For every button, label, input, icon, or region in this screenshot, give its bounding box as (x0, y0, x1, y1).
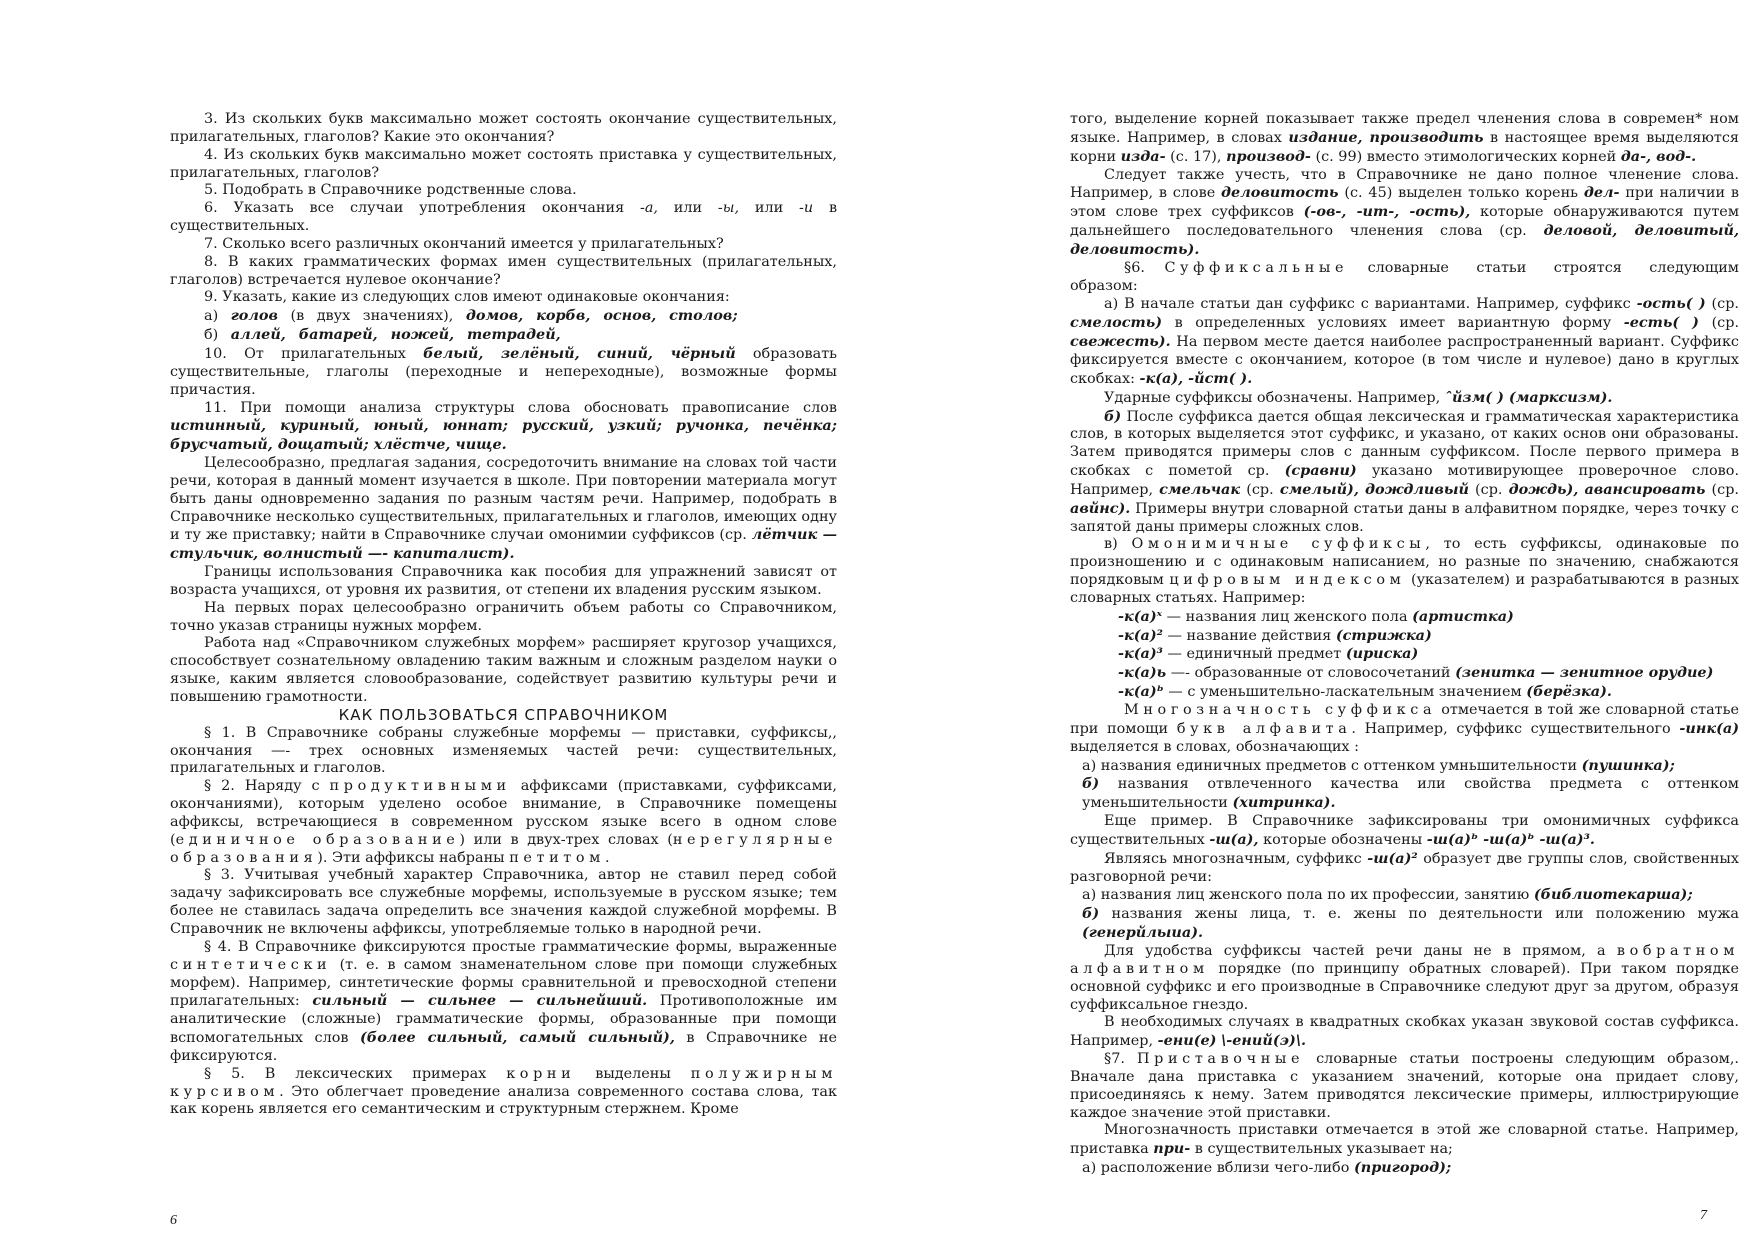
suffix-list-item: -к(а)ь —- образованные от словосочетаний (зенитка — зенитное орудие) (1118, 664, 1714, 682)
paragraph: Еще пример. В Справочнике зафиксированы три омонимичных суффикса существительных -ш(а), которые обозначены -ш(а)ᵇ -ш(а)ᵇ -ш(а)³. (1070, 813, 1739, 848)
paragraph: а) В начале статьи дан суффикс с вариантами. Например, суффикс -ость( ) (ср. смелость) в определенных условиях имеет вариантную форму -есть( ) (ср. свежесть). На первом месте дается наиболее распространенный вариант. Суффикс фиксируется вместе с окончанием, которое (в том числе и нулевое) дано в круглых скобках: -к(а), -йст( ). (1070, 295, 1740, 387)
question: 7. Сколько всего различных окончаний имеется у прилагательных? (204, 235, 724, 252)
question: 6. Указать все случаи употребления окончания -а, или -ы, или -и в существительных. (170, 200, 838, 235)
paragraph: § 3. Учитывая учебный характер Справочника, автор не ставил перед собой задачу зафиксировать все служебные морфемы, используемые в русском языке; тем более не ставилась задача определить все значения каждой служебной морфемы. В Справочник не включены аффиксы, употребляемые только в народной речи. (170, 867, 837, 937)
paragraph: Многозначность приставки отмечается в этой же словарной статье. Например, приставка при- в существительных указывает на; (1070, 1122, 1739, 1158)
paragraph: Следует также учесть, что в Справочнике не дано полное членение слова. Например, в слове деловитость (с. 45) выделен только корень дел- при наличии в этом слове трех суффиксов (-ов-, -ит-, -ость), которые обнаруживаются путем дальнейшего последовательного членения слова (ср. деловой, деловитый, деловитость). (1070, 166, 1740, 258)
paragraph: Являясь многозначным, суффикс -ш(а)² образует две группы слов, свойственных разговорной речи: (1070, 849, 1740, 885)
question-item: а) голов (в двух значениях), домов, корбв, основ, столов; (204, 307, 738, 325)
question: 3. Из скольких букв максимально может состоять окончание существительных, прилагательных, глаголов? Какие это окончания? (170, 111, 837, 145)
paragraph: Целесообразно, предлагая задания, сосредоточить внимание на словах той части речи, которая в данный момент изучается в школе. При повторении материала могут быть даны одновременно задания по разным частям речи. Например, подобрать в Справочнике несколько существительных, прилагательных и глаголов, имеющих одну и ту же приставку; найти в Справочнике случаи омонимии суффиксов (ср. лётчик — стульчик, волнистый —- капиталист). (170, 455, 837, 563)
paragraph: На первых порах целесообразно ограничить объем работы со Справочником, точно указав страницы нужных морфем. (170, 599, 837, 634)
list-item: б) названия отвлеченного качества или свойства предмета с оттенком уменьшительности (хитринка). (1082, 775, 1739, 812)
paragraph: § 4. В Справочнике фиксируются простые грамматические формы, выраженные синтетически (т. е. в самом знаменательном слове при помощи служебных морфем). Например, синтетические формы сравнительной и превосходной степени прилагательных: сильный — сильнее — сильнейший. Противоположные им аналитические (сложные) грамматические формы, образованные при помощи вспомогательных слов (более сильный, самый сильный), в Справочнике не фиксируются. (170, 938, 838, 1064)
paragraph: Ударные суффиксы обозначены. Например, ˆйзм( ) (марксизм). (1104, 388, 1613, 406)
paragraph: Границы использования Справочника как пособия для упражнений зависят от возраста учащихся, от уровня их развития, от степени их владения русским языком. (170, 564, 837, 598)
paragraph: Многозначность суффикса отмечается в той же словарной статье при помощи букв алфавита. Например, суффикс существительного -инк(а) выделяется в словах, обозначающих : (1070, 702, 1740, 755)
left-text-column (170, 111, 837, 1119)
section-heading: КАК ПОЛЬЗОВАТЬСЯ СПРАВОЧНИКОМ (338, 705, 669, 724)
right-text-column (1070, 111, 1739, 1178)
question: 8. В каких грамматических формах имен существительных (прилагательных, глаголов) встречается нулевое окончание? (170, 253, 837, 288)
paragraph: § 5. В лексических примерах корни выделены полужирным курсивом. Это облегчает проведение анализа современного состава слова, так как корень является его семантическим и структурным стержнем. Кроме (170, 1065, 838, 1118)
question: 5. Подобрать в Справочнике родственные слова. (204, 182, 577, 199)
paragraph: § 2. Наряду с продуктивными аффиксами (приставками, суффиксами, окончаниями), которым уделено особое внимание, в Справочнике помещены аффиксы, встречающиеся в современном русском языке всего в одном слове (единичное образование) или в двух-трех словах (нерегулярные образования). Эти аффиксы набраны петитом. (170, 778, 837, 866)
list-item: а) названия лиц женского пола по их профессии, занятию (библиотекарша); (1082, 886, 1693, 904)
page-number: 6 (170, 1213, 177, 1228)
paragraph: Для удобства суффиксы частей речи даны не в прямом, а вобратном алфавитном порядке (по принципу обратных словарей). При таком порядке основной суффикс и его производные в Справочнике следуют друг за другом, образуя суффиксальное гнездо. (1070, 942, 1739, 1013)
question: 9. Указать, какие из следующих слов имеют одинаковые окончания: (204, 289, 730, 306)
question: 11. При помощи анализа структуры слова обосновать правописание слов истинный, куриный, юный, юннат; русский, узкий; ручонка, печёнка; брусчатый, дощатый; хлёстче, чище. (170, 399, 837, 454)
paragraph: §7. Приставочные словарные статьи построены следующим образом,. Вначале дана приставка с указанием значений, которые она придает слову, присоединяясь к нему. Затем приводятся лексические примеры, иллюстрирующие каждое значение этой приставки. (1070, 1051, 1740, 1121)
right-page (877, 0, 1754, 1241)
question: 10. От прилагательных белый, зелёный, синий, чёрный образовать существительные, глаголы (переходные и непереходные), возможные формы причастия. (170, 344, 837, 398)
paragraph: в) Омонимичные суффиксы, то есть суффиксы, одинаковые по произношению и с одинаковым написанием, но разные по значению, снабжаются порядковым цифровым индексом (указателем) и разрабатываются в разных словарных статьях. Например: (1070, 536, 1739, 606)
paragraph: В необходимых случаях в квадратных скобках указан звуковой состав суффикса. Например, -ени(е) \-ений(э)\. (1070, 1014, 1739, 1050)
suffix-list-item: -к(а)ᵇ — с уменьшительно-ласкательным значением (берёзка). (1118, 683, 1612, 701)
list-item: а) названия единичных предметов с оттенком умньшительности (пушинка); (1082, 756, 1675, 774)
suffix-list-item: -к(а)² — название действия (стрижка) (1118, 626, 1432, 644)
paragraph: § 1. В Справочнике собраны служебные морфемы — приставки, суффиксы,, окончания —- трех основных изменяемых частей речи: существительных, прилагательных и глаголов. (170, 724, 837, 777)
list-item: б) названия жены лица, т. е. жены по деятельности или положению мужа (генерйлыиа). (1082, 905, 1740, 942)
suffix-list-item: -к(а)ˣ — названия лиц женского пола (артистка) (1118, 607, 1514, 625)
suffix-list-item: -к(а)³ — единичный предмет (ириска) (1118, 645, 1419, 663)
paragraph: того, выделение корней показывает также предел членения слова в современ* ном языке. Например, в словах издание, производить в настоящее время выделяются корни изда- (с. 17), производ- (с. 99) вместо этимологических корней да-, вод-. (1070, 111, 1739, 165)
question-item: б) аллей, батарей, ножей, тетрадей, (204, 326, 561, 344)
paragraph: б) После суффикса дается общая лексическая и грамматическая характеристика слов, в которых выделяется этот суффикс, и указано, от каких основ они образованы. Затем приводятся примеры слов с данным суффиксом. После первого примера в скобках с пометой ср. (сравни) указано мотивирующее проверочное слово. Например, смельчак (ср. смелый), дождливый (ср. дождь), авансировать (ср. авйнс). Примеры внутри словарной статьи даны в алфавитном порядке, через точку с запятой даны примеры сложных слов. (1070, 407, 1740, 535)
page-number: 7 (1700, 1208, 1707, 1223)
question: 4. Из скольких букв максимально может состоять приставка у существительных, прилагательных, глаголов? (170, 146, 837, 181)
paragraph: Работа над «Справочником служебных морфем» расширяет кругозор учащихся, способствует сознательному овладению таким важным и сложным разделом науки о языке, каким является словообразование, содействует развитию культуры речи и повышению грамотности. (170, 635, 837, 705)
list-item: а) расположение вблизи чего-либо (пригород); (1082, 1159, 1452, 1177)
paragraph: §6. Суффиксальные словарные статьи строятся следующим образом: (1070, 259, 1739, 294)
